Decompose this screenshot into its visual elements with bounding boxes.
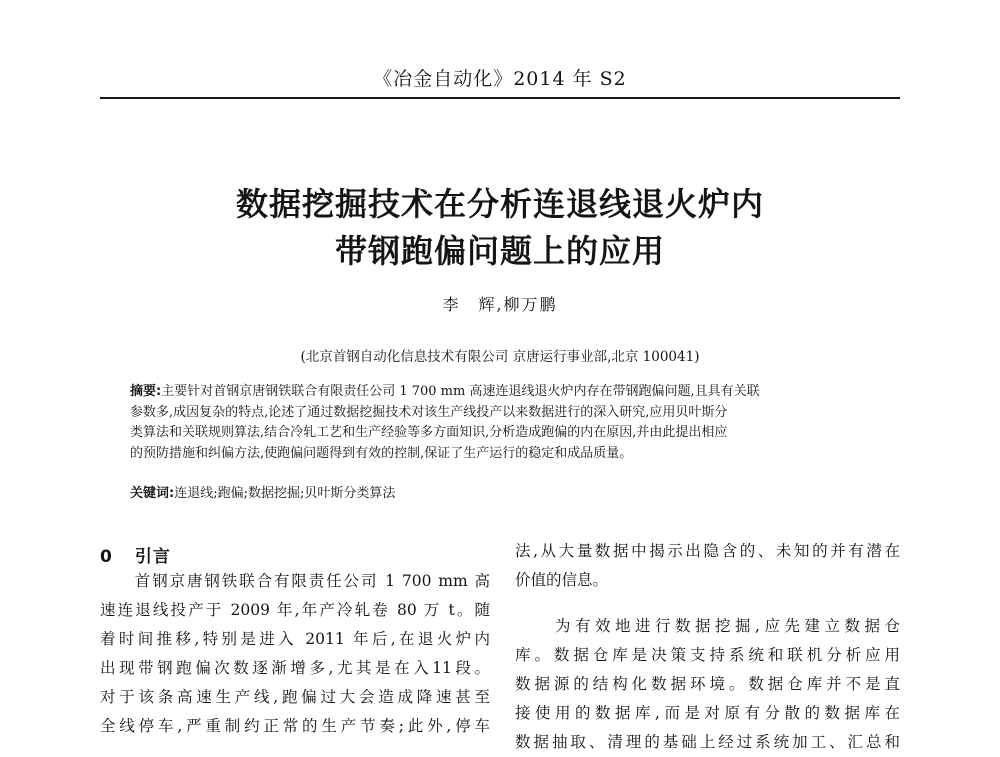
abstract-text: 主要针对首钢京唐钢铁联合有限责任公司 1 700 mm 高速连退线退火炉内存在带钢跑偏问题,且具有关联 [161,384,760,399]
keywords-label: 关键词: [130,486,175,501]
paper-title-line-1: 数据挖掘技术在分析连退线退火炉内 [235,185,764,223]
body-line: 数据源的结构化数据环境。数据仓库并不是直 [515,675,900,693]
authors: 李 辉,柳万鹏 [442,295,558,314]
body-line: 库。数据仓库是决策支持系统和联机分析应用 [515,646,900,664]
keywords-text: 连退线;跑偏;数据挖掘;贝叶斯分类算法 [174,486,396,501]
journal-header: 《冶金自动化》2014 年 S2 [373,68,627,90]
keywords [130,484,882,504]
abstract-line-1 [130,382,882,403]
section-title: 引言 [134,547,171,567]
abstract-label: 摘要: [130,384,162,399]
abstract [130,382,882,464]
abstract-line-4: 的预防措施和纠偏方法,使跑偏问题得到有效的控制,保证了生产运行的稳定和成品质量。 [130,445,633,461]
body-line: 数据抽取、清理的基础上经过系统加工、汇总和 [515,733,900,751]
section-number: 0 [100,547,113,567]
affiliation: (北京首钢自动化信息技术有限公司 京唐运行事业部,北京 100041) [300,349,700,365]
body-line: 出现带钢跑偏次数逐渐增多,尤其是在入11段。 [100,659,490,677]
body-line: 为有效地进行数据挖掘,应先建立数据仓 [515,617,900,635]
body-line: 法,从大量数据中揭示出隐含的、未知的并有潜在 [515,542,900,560]
header-rule [100,97,900,99]
body-line: 全线停车,严重制约正常的生产节奏;此外,停车 [100,717,490,735]
body-line: 接使用的数据库,而是对原有分散的数据库在 [515,704,900,722]
body-line: 价值的信息。 [515,571,609,589]
body-line: 首钢京唐钢铁联合有限责任公司 1 700 mm 高 [100,572,490,590]
section-heading [100,542,171,567]
body-line: 着时间推移,特别是进入 2011 年后,在退火炉内 [100,630,490,648]
body-line: 速连退线投产于 2009 年,年产冷轧卷 80 万 t。随 [100,601,490,619]
paragraph-gap [515,595,900,612]
body-column-right [515,537,900,757]
body-line: 对于该条高速生产线,跑偏过大会造成降速甚至 [100,688,490,706]
body-column-left [100,567,490,741]
paper-title-line-2: 带钢跑偏问题上的应用 [334,232,665,270]
abstract-line-3: 类算法和关联规则算法,结合冷轧工艺和生产经验等多方面知识,分析造成跑偏的内在原因,并由此提出相应 [130,425,728,440]
abstract-line-2: 参数多,成因复杂的特点,论述了通过数据挖掘技术对该生产线投产以来数据进行的深入研究,应用贝叶斯分 [130,404,728,420]
